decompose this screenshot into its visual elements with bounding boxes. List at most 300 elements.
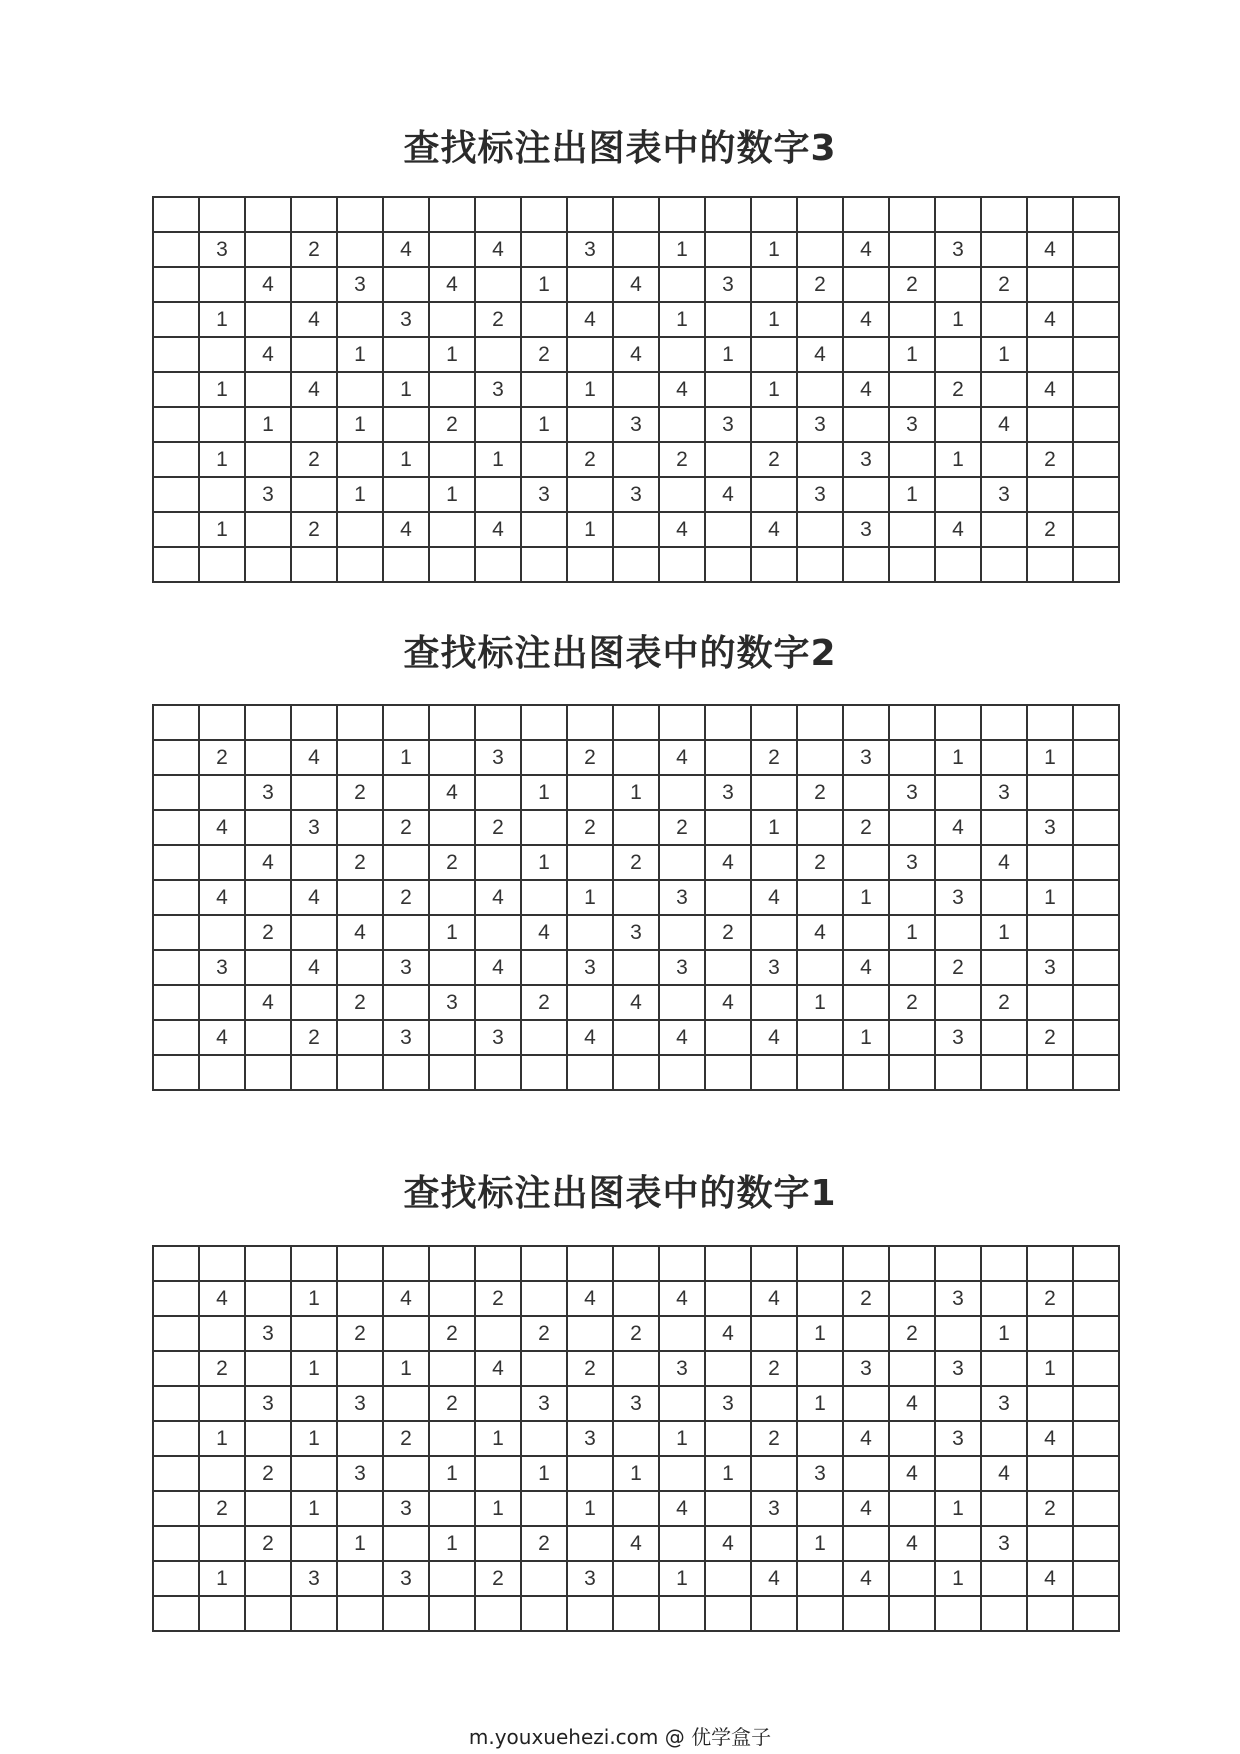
grid-cell[interactable] xyxy=(1073,985,1119,1020)
grid-cell[interactable] xyxy=(475,1055,521,1090)
grid-cell[interactable] xyxy=(889,1055,935,1090)
grid-cell[interactable] xyxy=(567,985,613,1020)
grid-cell[interactable]: 3 xyxy=(659,950,705,985)
grid-cell[interactable]: 1 xyxy=(429,915,475,950)
grid-cell[interactable] xyxy=(1027,1055,1073,1090)
grid-cell[interactable] xyxy=(199,1596,245,1631)
grid-cell[interactable] xyxy=(521,372,567,407)
grid-cell[interactable]: 4 xyxy=(751,880,797,915)
grid-cell[interactable]: 2 xyxy=(245,1456,291,1491)
grid-cell[interactable] xyxy=(199,337,245,372)
grid-cell[interactable] xyxy=(475,547,521,582)
grid-cell[interactable] xyxy=(705,302,751,337)
grid-cell[interactable] xyxy=(429,950,475,985)
grid-cell[interactable] xyxy=(843,1316,889,1351)
grid-cell[interactable] xyxy=(797,705,843,740)
grid-cell[interactable] xyxy=(1027,477,1073,512)
grid-cell[interactable]: 1 xyxy=(521,775,567,810)
grid-cell[interactable] xyxy=(797,372,843,407)
grid-cell[interactable]: 3 xyxy=(475,372,521,407)
grid-cell[interactable] xyxy=(245,1351,291,1386)
grid-cell[interactable] xyxy=(475,705,521,740)
grid-cell[interactable] xyxy=(797,880,843,915)
grid-cell[interactable] xyxy=(1027,1246,1073,1281)
grid-cell[interactable]: 4 xyxy=(751,512,797,547)
grid-cell[interactable] xyxy=(383,267,429,302)
grid-cell[interactable] xyxy=(751,1246,797,1281)
grid-cell[interactable]: 1 xyxy=(935,302,981,337)
grid-cell[interactable] xyxy=(659,407,705,442)
grid-cell[interactable]: 1 xyxy=(705,1456,751,1491)
grid-cell[interactable]: 1 xyxy=(521,267,567,302)
grid-cell[interactable] xyxy=(291,477,337,512)
grid-cell[interactable] xyxy=(981,705,1027,740)
grid-cell[interactable] xyxy=(383,775,429,810)
grid-cell[interactable] xyxy=(1073,1020,1119,1055)
grid-cell[interactable] xyxy=(199,1055,245,1090)
grid-cell[interactable]: 3 xyxy=(475,740,521,775)
grid-cell[interactable] xyxy=(291,775,337,810)
grid-cell[interactable] xyxy=(935,915,981,950)
grid-cell[interactable] xyxy=(429,512,475,547)
grid-cell[interactable] xyxy=(153,950,199,985)
grid-cell[interactable]: 4 xyxy=(291,372,337,407)
grid-cell[interactable] xyxy=(245,232,291,267)
grid-cell[interactable]: 2 xyxy=(429,845,475,880)
grid-cell[interactable] xyxy=(1073,845,1119,880)
grid-cell[interactable] xyxy=(659,547,705,582)
grid-cell[interactable] xyxy=(521,705,567,740)
grid-cell[interactable] xyxy=(337,1055,383,1090)
grid-cell[interactable] xyxy=(1073,372,1119,407)
grid-cell[interactable] xyxy=(291,705,337,740)
grid-cell[interactable]: 1 xyxy=(1027,740,1073,775)
grid-cell[interactable] xyxy=(889,232,935,267)
grid-cell[interactable]: 1 xyxy=(521,845,567,880)
grid-cell[interactable] xyxy=(383,1386,429,1421)
grid-cell[interactable]: 2 xyxy=(199,1491,245,1526)
grid-cell[interactable] xyxy=(751,915,797,950)
grid-cell[interactable] xyxy=(429,1421,475,1456)
grid-cell[interactable]: 4 xyxy=(475,950,521,985)
grid-cell[interactable] xyxy=(705,1596,751,1631)
grid-cell[interactable]: 2 xyxy=(1027,1020,1073,1055)
grid-cell[interactable] xyxy=(199,407,245,442)
grid-cell[interactable] xyxy=(705,1246,751,1281)
grid-cell[interactable]: 1 xyxy=(199,372,245,407)
grid-cell[interactable] xyxy=(705,1561,751,1596)
grid-cell[interactable]: 1 xyxy=(843,880,889,915)
grid-cell[interactable] xyxy=(383,845,429,880)
grid-cell[interactable] xyxy=(337,705,383,740)
grid-cell[interactable] xyxy=(521,880,567,915)
grid-cell[interactable] xyxy=(889,950,935,985)
grid-cell[interactable] xyxy=(475,337,521,372)
grid-cell[interactable] xyxy=(153,1055,199,1090)
grid-cell[interactable] xyxy=(383,915,429,950)
grid-cell[interactable]: 4 xyxy=(613,267,659,302)
grid-cell[interactable]: 1 xyxy=(521,1456,567,1491)
grid-cell[interactable] xyxy=(153,1526,199,1561)
grid-cell[interactable] xyxy=(797,810,843,845)
grid-cell[interactable] xyxy=(429,1055,475,1090)
grid-cell[interactable] xyxy=(935,1386,981,1421)
grid-cell[interactable]: 3 xyxy=(245,1386,291,1421)
grid-cell[interactable]: 4 xyxy=(705,845,751,880)
grid-cell[interactable]: 3 xyxy=(705,267,751,302)
grid-cell[interactable] xyxy=(613,1491,659,1526)
grid-cell[interactable] xyxy=(291,1316,337,1351)
grid-cell[interactable]: 1 xyxy=(797,1526,843,1561)
grid-cell[interactable] xyxy=(245,302,291,337)
grid-cell[interactable]: 2 xyxy=(429,1316,475,1351)
grid-cell[interactable]: 4 xyxy=(659,1281,705,1316)
grid-cell[interactable] xyxy=(245,547,291,582)
grid-cell[interactable] xyxy=(429,1561,475,1596)
grid-cell[interactable]: 3 xyxy=(383,302,429,337)
grid-cell[interactable] xyxy=(1073,950,1119,985)
grid-cell[interactable] xyxy=(245,1055,291,1090)
grid-cell[interactable] xyxy=(153,442,199,477)
grid-cell[interactable]: 2 xyxy=(613,1316,659,1351)
grid-cell[interactable] xyxy=(889,442,935,477)
grid-cell[interactable]: 2 xyxy=(567,1351,613,1386)
grid-cell[interactable] xyxy=(705,1281,751,1316)
grid-cell[interactable]: 3 xyxy=(521,1386,567,1421)
grid-cell[interactable] xyxy=(475,477,521,512)
grid-cell[interactable]: 3 xyxy=(199,950,245,985)
grid-cell[interactable] xyxy=(429,547,475,582)
grid-cell[interactable] xyxy=(567,1246,613,1281)
grid-cell[interactable] xyxy=(475,985,521,1020)
grid-cell[interactable]: 1 xyxy=(889,915,935,950)
grid-cell[interactable] xyxy=(797,1020,843,1055)
grid-cell[interactable]: 1 xyxy=(659,1421,705,1456)
grid-cell[interactable] xyxy=(567,477,613,512)
grid-cell[interactable]: 2 xyxy=(199,1351,245,1386)
grid-cell[interactable]: 4 xyxy=(199,810,245,845)
grid-cell[interactable]: 3 xyxy=(521,477,567,512)
grid-cell[interactable] xyxy=(659,705,705,740)
grid-cell[interactable] xyxy=(153,547,199,582)
grid-cell[interactable] xyxy=(935,477,981,512)
grid-cell[interactable] xyxy=(567,547,613,582)
grid-cell[interactable] xyxy=(613,1561,659,1596)
grid-cell[interactable]: 2 xyxy=(567,442,613,477)
grid-cell[interactable]: 4 xyxy=(475,232,521,267)
grid-cell[interactable]: 2 xyxy=(797,845,843,880)
grid-cell[interactable]: 4 xyxy=(843,302,889,337)
grid-cell[interactable]: 2 xyxy=(567,810,613,845)
grid-cell[interactable]: 4 xyxy=(245,337,291,372)
grid-cell[interactable] xyxy=(935,705,981,740)
grid-cell[interactable]: 4 xyxy=(751,1281,797,1316)
grid-cell[interactable] xyxy=(797,1351,843,1386)
grid-cell[interactable] xyxy=(291,985,337,1020)
grid-cell[interactable]: 4 xyxy=(383,1281,429,1316)
grid-cell[interactable] xyxy=(935,337,981,372)
grid-cell[interactable] xyxy=(567,1055,613,1090)
grid-cell[interactable] xyxy=(751,547,797,582)
grid-cell[interactable] xyxy=(337,512,383,547)
grid-cell[interactable] xyxy=(613,302,659,337)
grid-cell[interactable] xyxy=(337,740,383,775)
grid-cell[interactable] xyxy=(245,1246,291,1281)
grid-cell[interactable] xyxy=(981,1491,1027,1526)
grid-cell[interactable]: 1 xyxy=(199,1421,245,1456)
grid-cell[interactable] xyxy=(291,1055,337,1090)
grid-cell[interactable] xyxy=(889,1246,935,1281)
grid-cell[interactable]: 3 xyxy=(935,1281,981,1316)
grid-cell[interactable] xyxy=(567,705,613,740)
grid-cell[interactable] xyxy=(843,705,889,740)
grid-cell[interactable] xyxy=(153,775,199,810)
grid-cell[interactable] xyxy=(475,845,521,880)
grid-cell[interactable]: 3 xyxy=(705,775,751,810)
grid-cell[interactable]: 4 xyxy=(843,372,889,407)
grid-cell[interactable] xyxy=(659,1246,705,1281)
grid-cell[interactable]: 3 xyxy=(935,1421,981,1456)
grid-cell[interactable] xyxy=(291,267,337,302)
grid-cell[interactable]: 4 xyxy=(613,1526,659,1561)
grid-cell[interactable]: 4 xyxy=(383,512,429,547)
grid-cell[interactable] xyxy=(1073,775,1119,810)
grid-cell[interactable] xyxy=(797,1055,843,1090)
grid-cell[interactable]: 1 xyxy=(981,1316,1027,1351)
grid-cell[interactable] xyxy=(199,267,245,302)
grid-cell[interactable]: 4 xyxy=(843,950,889,985)
grid-cell[interactable] xyxy=(291,1246,337,1281)
grid-cell[interactable] xyxy=(153,267,199,302)
grid-cell[interactable]: 3 xyxy=(613,1386,659,1421)
grid-cell[interactable] xyxy=(521,547,567,582)
grid-cell[interactable] xyxy=(153,810,199,845)
grid-cell[interactable] xyxy=(153,985,199,1020)
grid-cell[interactable]: 1 xyxy=(751,302,797,337)
grid-cell[interactable]: 3 xyxy=(981,1526,1027,1561)
grid-cell[interactable]: 3 xyxy=(981,1386,1027,1421)
grid-cell[interactable] xyxy=(613,1421,659,1456)
grid-cell[interactable]: 1 xyxy=(337,337,383,372)
grid-cell[interactable]: 2 xyxy=(1027,1281,1073,1316)
grid-cell[interactable] xyxy=(153,197,199,232)
grid-cell[interactable] xyxy=(291,1386,337,1421)
grid-cell[interactable] xyxy=(1027,775,1073,810)
grid-cell[interactable] xyxy=(567,1456,613,1491)
grid-cell[interactable] xyxy=(1027,1526,1073,1561)
grid-cell[interactable] xyxy=(1027,845,1073,880)
grid-cell[interactable] xyxy=(613,547,659,582)
grid-cell[interactable] xyxy=(751,1456,797,1491)
grid-cell[interactable] xyxy=(383,197,429,232)
grid-cell[interactable] xyxy=(429,197,475,232)
grid-cell[interactable]: 1 xyxy=(337,1526,383,1561)
grid-cell[interactable]: 2 xyxy=(291,232,337,267)
grid-cell[interactable] xyxy=(981,547,1027,582)
grid-cell[interactable]: 4 xyxy=(751,1020,797,1055)
grid-cell[interactable] xyxy=(935,775,981,810)
grid-cell[interactable] xyxy=(751,267,797,302)
grid-cell[interactable]: 3 xyxy=(935,1020,981,1055)
grid-cell[interactable] xyxy=(337,810,383,845)
grid-cell[interactable]: 2 xyxy=(843,1281,889,1316)
grid-cell[interactable] xyxy=(383,547,429,582)
grid-cell[interactable]: 4 xyxy=(429,775,475,810)
grid-cell[interactable] xyxy=(981,1020,1027,1055)
grid-cell[interactable]: 3 xyxy=(613,407,659,442)
grid-cell[interactable] xyxy=(981,1351,1027,1386)
grid-cell[interactable]: 3 xyxy=(199,232,245,267)
grid-cell[interactable] xyxy=(797,302,843,337)
grid-cell[interactable] xyxy=(751,845,797,880)
grid-cell[interactable] xyxy=(245,512,291,547)
grid-cell[interactable] xyxy=(981,1561,1027,1596)
grid-cell[interactable]: 1 xyxy=(935,1491,981,1526)
grid-cell[interactable] xyxy=(1073,442,1119,477)
grid-cell[interactable]: 1 xyxy=(429,1526,475,1561)
grid-cell[interactable]: 3 xyxy=(613,477,659,512)
grid-cell[interactable] xyxy=(199,1246,245,1281)
grid-cell[interactable]: 3 xyxy=(291,1561,337,1596)
grid-cell[interactable] xyxy=(889,197,935,232)
grid-cell[interactable] xyxy=(521,512,567,547)
grid-cell[interactable]: 3 xyxy=(567,232,613,267)
grid-cell[interactable] xyxy=(751,775,797,810)
grid-cell[interactable] xyxy=(153,705,199,740)
grid-cell[interactable]: 4 xyxy=(843,1421,889,1456)
grid-cell[interactable]: 2 xyxy=(613,845,659,880)
grid-cell[interactable]: 2 xyxy=(521,1526,567,1561)
grid-cell[interactable] xyxy=(889,1281,935,1316)
grid-cell[interactable]: 4 xyxy=(291,880,337,915)
grid-cell[interactable]: 1 xyxy=(521,407,567,442)
grid-cell[interactable] xyxy=(245,372,291,407)
grid-cell[interactable]: 1 xyxy=(475,1421,521,1456)
grid-cell[interactable] xyxy=(475,1246,521,1281)
grid-cell[interactable] xyxy=(1073,1281,1119,1316)
grid-cell[interactable]: 1 xyxy=(613,775,659,810)
grid-cell[interactable] xyxy=(981,442,1027,477)
grid-cell[interactable] xyxy=(337,950,383,985)
grid-cell[interactable] xyxy=(751,1055,797,1090)
grid-cell[interactable] xyxy=(153,845,199,880)
grid-cell[interactable] xyxy=(981,302,1027,337)
grid-cell[interactable] xyxy=(935,1526,981,1561)
grid-cell[interactable] xyxy=(521,1491,567,1526)
grid-cell[interactable] xyxy=(797,1421,843,1456)
grid-cell[interactable] xyxy=(567,337,613,372)
grid-cell[interactable] xyxy=(613,950,659,985)
grid-cell[interactable] xyxy=(521,1421,567,1456)
grid-cell[interactable]: 4 xyxy=(613,337,659,372)
grid-cell[interactable]: 1 xyxy=(751,232,797,267)
grid-cell[interactable] xyxy=(843,1386,889,1421)
grid-cell[interactable] xyxy=(705,1491,751,1526)
grid-cell[interactable]: 3 xyxy=(705,407,751,442)
grid-cell[interactable]: 1 xyxy=(475,442,521,477)
grid-cell[interactable] xyxy=(153,1491,199,1526)
grid-cell[interactable] xyxy=(659,197,705,232)
grid-cell[interactable] xyxy=(429,705,475,740)
grid-cell[interactable]: 3 xyxy=(935,880,981,915)
grid-cell[interactable] xyxy=(659,1386,705,1421)
grid-cell[interactable]: 4 xyxy=(1027,1421,1073,1456)
grid-cell[interactable] xyxy=(245,880,291,915)
grid-cell[interactable]: 2 xyxy=(521,1316,567,1351)
grid-cell[interactable]: 1 xyxy=(199,512,245,547)
grid-cell[interactable] xyxy=(383,1246,429,1281)
grid-cell[interactable]: 3 xyxy=(337,1386,383,1421)
grid-cell[interactable]: 1 xyxy=(567,512,613,547)
grid-cell[interactable] xyxy=(659,337,705,372)
grid-cell[interactable] xyxy=(475,407,521,442)
grid-cell[interactable] xyxy=(383,477,429,512)
grid-cell[interactable] xyxy=(475,1386,521,1421)
grid-cell[interactable]: 4 xyxy=(337,915,383,950)
grid-cell[interactable] xyxy=(613,512,659,547)
grid-cell[interactable]: 1 xyxy=(291,1351,337,1386)
grid-cell[interactable]: 4 xyxy=(889,1386,935,1421)
grid-cell[interactable] xyxy=(981,880,1027,915)
grid-cell[interactable] xyxy=(521,232,567,267)
grid-cell[interactable]: 3 xyxy=(797,1456,843,1491)
grid-cell[interactable]: 2 xyxy=(935,950,981,985)
grid-cell[interactable]: 2 xyxy=(337,1316,383,1351)
grid-cell[interactable] xyxy=(797,442,843,477)
grid-cell[interactable] xyxy=(429,740,475,775)
grid-cell[interactable] xyxy=(153,1351,199,1386)
grid-cell[interactable]: 2 xyxy=(337,775,383,810)
grid-cell[interactable] xyxy=(889,810,935,845)
grid-cell[interactable]: 4 xyxy=(521,915,567,950)
grid-cell[interactable] xyxy=(199,477,245,512)
grid-cell[interactable] xyxy=(429,372,475,407)
grid-cell[interactable] xyxy=(705,547,751,582)
grid-cell[interactable] xyxy=(429,880,475,915)
grid-cell[interactable] xyxy=(429,1596,475,1631)
grid-cell[interactable] xyxy=(245,1421,291,1456)
grid-cell[interactable] xyxy=(383,1526,429,1561)
grid-cell[interactable] xyxy=(337,1351,383,1386)
grid-cell[interactable] xyxy=(935,1456,981,1491)
grid-cell[interactable]: 3 xyxy=(475,1020,521,1055)
grid-cell[interactable] xyxy=(567,197,613,232)
grid-cell[interactable] xyxy=(843,407,889,442)
grid-cell[interactable]: 3 xyxy=(843,512,889,547)
grid-cell[interactable] xyxy=(429,1246,475,1281)
grid-cell[interactable] xyxy=(429,1020,475,1055)
grid-cell[interactable]: 4 xyxy=(1027,232,1073,267)
grid-cell[interactable] xyxy=(153,1386,199,1421)
grid-cell[interactable] xyxy=(1073,232,1119,267)
grid-cell[interactable] xyxy=(751,1386,797,1421)
grid-cell[interactable] xyxy=(1073,1596,1119,1631)
grid-cell[interactable] xyxy=(797,547,843,582)
grid-cell[interactable]: 1 xyxy=(291,1281,337,1316)
grid-cell[interactable]: 4 xyxy=(705,477,751,512)
grid-cell[interactable]: 3 xyxy=(245,775,291,810)
grid-cell[interactable] xyxy=(521,950,567,985)
grid-cell[interactable] xyxy=(1073,407,1119,442)
grid-cell[interactable]: 1 xyxy=(1027,880,1073,915)
grid-cell[interactable] xyxy=(935,407,981,442)
grid-cell[interactable] xyxy=(613,1020,659,1055)
grid-cell[interactable]: 3 xyxy=(1027,810,1073,845)
grid-cell[interactable] xyxy=(383,407,429,442)
grid-cell[interactable] xyxy=(889,740,935,775)
grid-cell[interactable]: 4 xyxy=(889,1456,935,1491)
grid-cell[interactable] xyxy=(981,950,1027,985)
